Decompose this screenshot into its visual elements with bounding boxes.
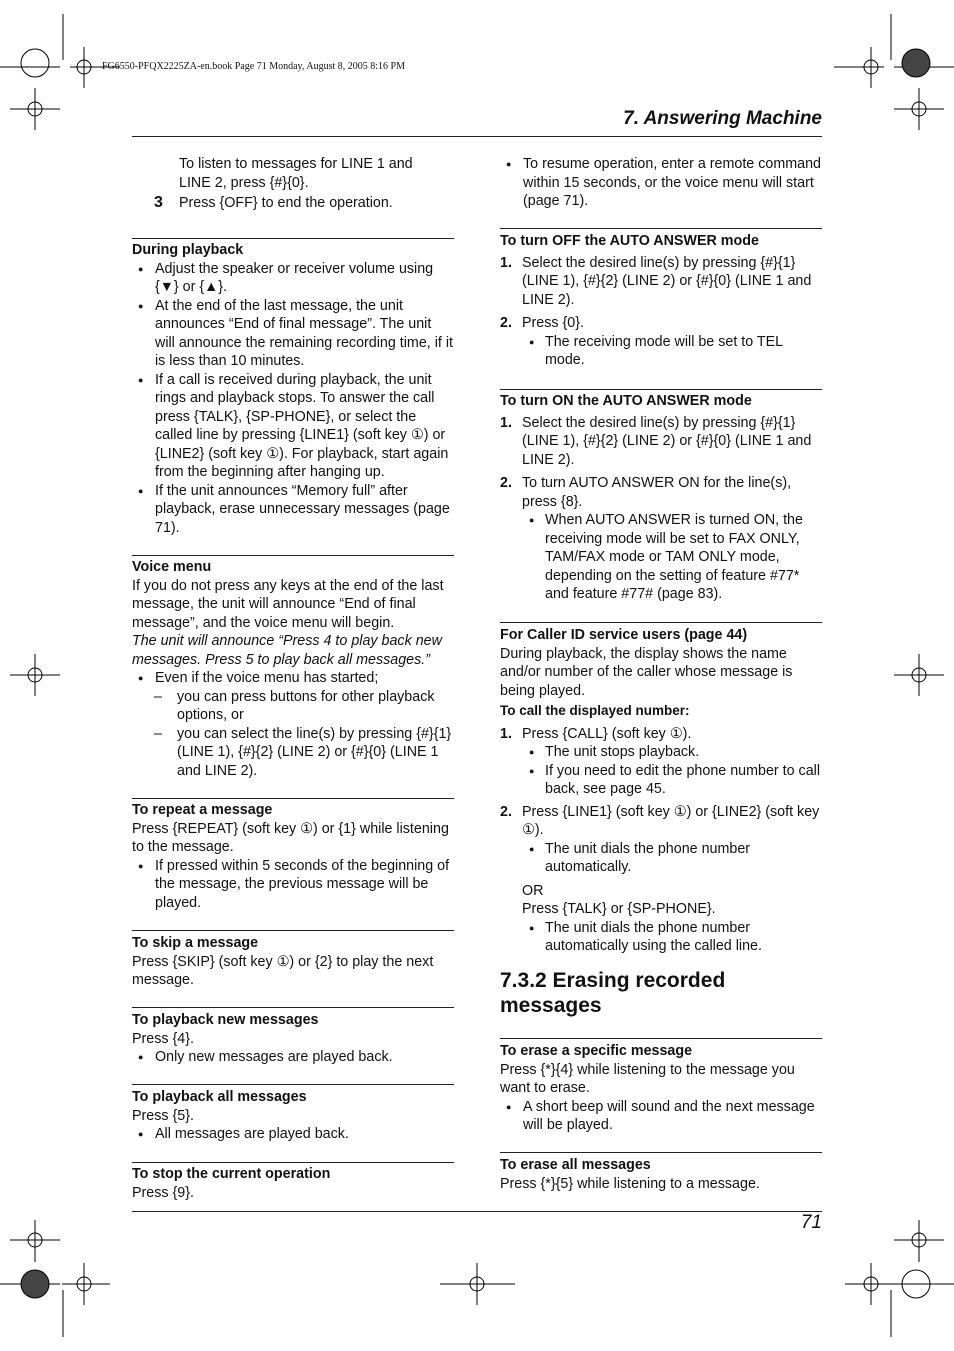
during-playback-section [132,241,454,537]
step-text: Press {OFF} to end the operation. [179,195,393,211]
step-number: 1. [500,414,512,431]
step-text: Select the desired line(s) by pressing {#}{1} (LINE 1), {#}{2} (LINE 2) or {#}{0} (LINE 1 and LINE 2). [522,414,812,468]
erase-specific-section [500,1042,822,1135]
step-2 [500,314,822,333]
rule [500,622,822,623]
bullet-item: ● To resume operation, enter a remote command within 15 seconds, or the voice menu will start (page 71). [500,155,822,211]
paragraph: Press {5}. [132,1107,194,1124]
intro [132,155,454,213]
bullet-item: ● If you need to edit the phone number to call back, see page 45. [500,762,822,799]
section-heading: To repeat a message [132,802,273,818]
step-number: 2. [500,803,512,820]
step-1 [500,725,822,744]
paragraph: Press {REPEAT} (soft key ①) or {1} while listening to the message. [132,820,449,855]
step-text: Press {CALL} (soft key ①). [522,725,692,742]
bullet-item: ● The unit dials the phone number automatically using the called line. [500,919,822,956]
paragraph: Press {*}{4} while listening to the message you want to erase. [500,1061,795,1096]
sub-heading: To call the displayed number: [500,703,690,718]
bullet-item: ● The unit stops playback. [500,743,822,762]
auto-answer-off-section [500,232,822,370]
playback-new-section [132,1011,454,1067]
voice-menu-section [132,558,454,780]
step-text: Press {LINE1} (soft key ①) or {LINE2} (soft key ①). [522,803,820,838]
rule [132,1162,454,1163]
paragraph: During playback, the display shows the name and/or number of the caller whose message is being played. [500,645,793,699]
paragraph: Press {SKIP} (soft key ①) or {2} to play the next message. [132,953,434,988]
intro-line-2: LINE 2, press {#}{0}. [179,174,309,191]
auto-answer-on-section [500,392,822,604]
step-text: Press {TALK} or {SP-PHONE}. [522,901,716,917]
erase-all-section [500,1156,822,1193]
section-heading: To playback new messages [132,1012,319,1028]
bullet-item: ● All messages are played back. [132,1125,454,1144]
dash-item: – you can press buttons for other playback options, or [132,688,454,725]
repeat-section [132,801,454,912]
caller-id-section [500,626,822,956]
resume-note [500,155,822,211]
bullet-item: ● If a call is received during playback, the unit rings and playback stops. To answer the call press {TALK}, {SP-PHONE}, or select the called line by pressing {LINE1} (soft key ①) or {LINE2} (soft key ①). For playback, start again from the beginning after hanging up. [132,371,454,482]
rule [500,228,822,229]
or-text: OR [522,882,544,899]
file-info: FG6550-PFQX2225ZA-en.book Page 71 Monday, August 8, 2005 8:16 PM [102,61,405,72]
rule [132,1084,454,1085]
step-1 [500,254,822,310]
rule [132,1007,454,1008]
paragraph: Press {*}{5} while listening to a message. [500,1175,760,1192]
paragraph: Press {4}. [132,1030,194,1047]
step-number: 2. [500,315,512,331]
header-rule [132,136,822,137]
bullet-item: ● The unit dials the phone number automatically. [500,840,822,877]
step-text: Press {0}. [522,315,584,331]
step-3 [132,194,454,213]
stop-section [132,1165,454,1202]
paragraph: Press {9}. [132,1184,194,1201]
bullet-item: ● The receiving mode will be set to TEL mode. [500,333,822,370]
bullet-item: ● When AUTO ANSWER is turned ON, the receiving mode will be set to FAX ONLY, TAM/FAX mode or TAM ONLY mode, depending on the setting of feature #77* and feature #77# (page 83). [500,511,822,604]
bullet-item: ● Adjust the speaker or receiver volume using {▼} or {▲}. [132,260,454,297]
rule [132,555,454,556]
section-heading: For Caller ID service users (page 44) [500,627,748,643]
step-number: 1. [500,254,512,271]
section-heading: To erase all messages [500,1157,651,1173]
section-heading: To skip a message [132,935,259,951]
bullet-item: ● At the end of the last message, the unit announces “End of final message”. The unit will announce the remaining recording time, if it is less than 10 minutes. [132,297,454,371]
bullet-item: ● Even if the voice menu has started; [132,669,454,688]
rule [132,930,454,931]
rule [500,389,822,390]
section-heading: Voice menu [132,559,212,575]
intro-line-1: To listen to messages for LINE 1 and [179,156,413,172]
page-number: 71 [800,1212,822,1233]
bullet-item: ● If pressed within 5 seconds of the beginning of the message, the previous message will be played. [132,857,454,913]
step-number: 1. [500,725,512,742]
skip-section [132,934,454,990]
rule [500,1152,822,1153]
section-heading: To playback all messages [132,1089,307,1105]
footer-rule [132,1211,822,1212]
dash-item: – you can select the line(s) by pressing {#}{1} (LINE 1), {#}{2} (LINE 2) or {#}{0} (LINE 1 and LINE 2). [132,725,454,781]
section-heading: During playback [132,242,244,258]
section-title: 7. Answering Machine [623,108,822,129]
step-text: To turn AUTO ANSWER ON for the line(s), press {8}. [522,475,792,510]
paragraph: If you do not press any keys at the end of the last message, the unit will announce “End of final message”, and the voice menu will begin. [132,577,444,631]
step-text: Select the desired line(s) by pressing {#}{1} (LINE 1), {#}{2} (LINE 2) or {#}{0} (LINE 1 and LINE 2). [522,254,812,308]
step-2 [500,474,822,511]
section-heading: To turn ON the AUTO ANSWER mode [500,393,752,409]
playback-all-section [132,1088,454,1144]
section-heading: To erase a specific message [500,1043,693,1059]
paragraph: The unit will announce “Press 4 to play back new messages. Press 5 to play back all messages.” [132,633,442,668]
step-1 [500,414,822,470]
step-number: 2. [500,475,512,491]
bullet-item: ● Only new messages are played back. [132,1048,454,1067]
rule [132,238,454,239]
section-heading: To turn OFF the AUTO ANSWER mode [500,233,759,249]
section-heading: To stop the current operation [132,1166,331,1182]
rule [132,798,454,799]
bullet-item: ● A short beep will sound and the next message will be played. [500,1098,822,1135]
rule [500,1038,822,1039]
step-2 [500,803,822,840]
step-number: 3 [154,194,163,211]
bullet-item: ● If the unit announces “Memory full” after playback, erase unnecessary messages (page 71). [132,482,454,538]
subsection-heading: 7.3.2 Erasing recorded messages [500,969,726,1017]
